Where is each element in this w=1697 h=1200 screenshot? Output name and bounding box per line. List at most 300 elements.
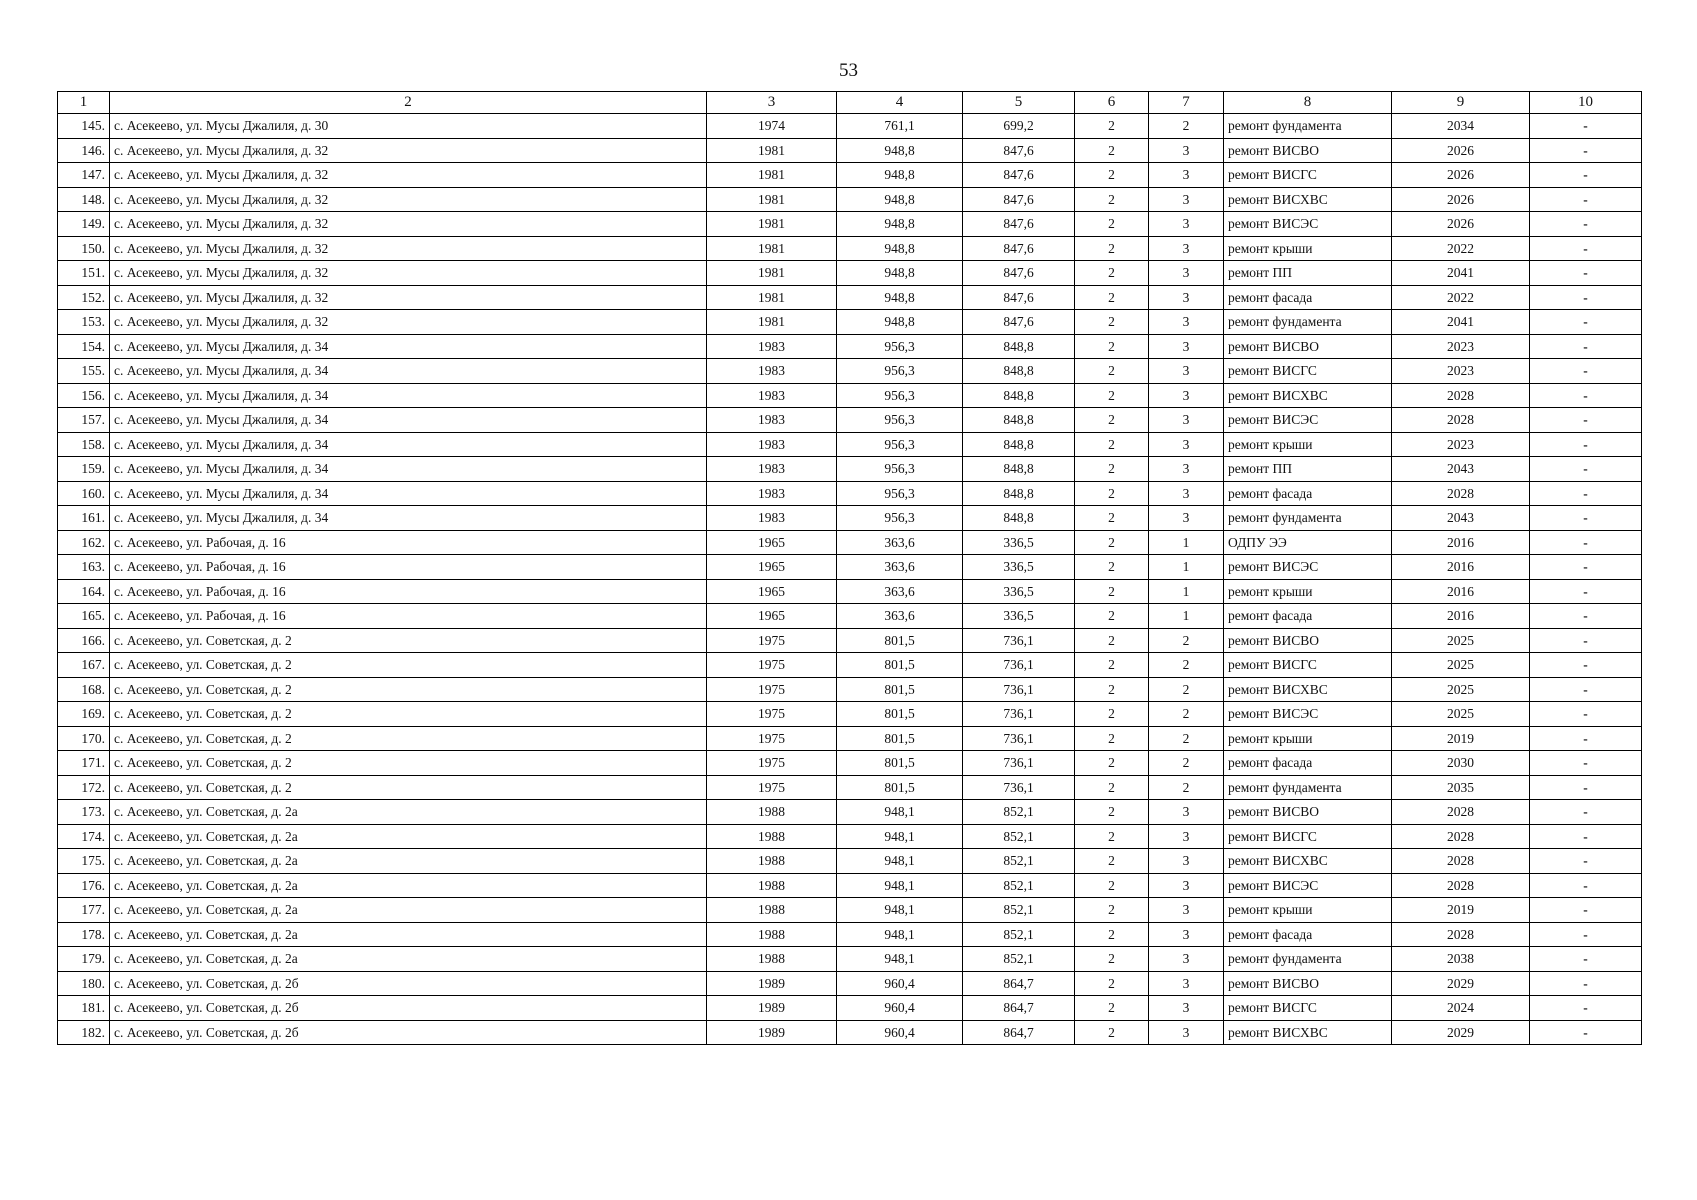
entrances-cell: 3 — [1149, 236, 1224, 261]
year-built-cell: 1975 — [707, 751, 837, 776]
row-number-cell: 153. — [58, 310, 110, 335]
work-type-cell: ремонт ВИСГС — [1224, 163, 1392, 188]
address-cell: с. Асекеево, ул. Советская, д. 2б — [110, 996, 707, 1021]
address-cell: с. Асекеево, ул. Мусы Джалиля, д. 32 — [110, 285, 707, 310]
floors-cell: 2 — [1075, 677, 1149, 702]
table-row — [58, 971, 1642, 996]
column-header: 5 — [963, 92, 1075, 114]
work-type-cell: ремонт ВИСВО — [1224, 628, 1392, 653]
work-type-cell: ремонт ВИСХВС — [1224, 1020, 1392, 1045]
floors-cell: 2 — [1075, 359, 1149, 384]
work-type-cell: ремонт ВИСЭС — [1224, 408, 1392, 433]
total-area-cell: 956,3 — [837, 383, 963, 408]
table-row — [58, 800, 1642, 825]
year-built-cell: 1981 — [707, 138, 837, 163]
year-built-cell: 1981 — [707, 236, 837, 261]
table-row — [58, 261, 1642, 286]
year-built-cell: 1989 — [707, 1020, 837, 1045]
note-cell: - — [1530, 1020, 1642, 1045]
living-area-cell: 847,6 — [963, 285, 1075, 310]
floors-cell: 2 — [1075, 310, 1149, 335]
planned-year-cell: 2035 — [1392, 775, 1530, 800]
row-number-cell: 165. — [58, 604, 110, 629]
table-row — [58, 751, 1642, 776]
year-built-cell: 1983 — [707, 432, 837, 457]
work-type-cell: ремонт фундамента — [1224, 506, 1392, 531]
work-type-cell: ремонт крыши — [1224, 579, 1392, 604]
year-built-cell: 1988 — [707, 947, 837, 972]
total-area-cell: 956,3 — [837, 359, 963, 384]
entrances-cell: 3 — [1149, 506, 1224, 531]
floors-cell: 2 — [1075, 285, 1149, 310]
column-header: 4 — [837, 92, 963, 114]
planned-year-cell: 2023 — [1392, 334, 1530, 359]
row-number-cell: 179. — [58, 947, 110, 972]
address-cell: с. Асекеево, ул. Советская, д. 2а — [110, 873, 707, 898]
total-area-cell: 363,6 — [837, 555, 963, 580]
planned-year-cell: 2026 — [1392, 138, 1530, 163]
work-type-cell: ремонт крыши — [1224, 236, 1392, 261]
address-cell: с. Асекеево, ул. Мусы Джалиля, д. 34 — [110, 481, 707, 506]
table-row — [58, 383, 1642, 408]
total-area-cell: 948,8 — [837, 310, 963, 335]
work-type-cell: ремонт ВИСЭС — [1224, 555, 1392, 580]
table-row — [58, 114, 1642, 139]
note-cell: - — [1530, 653, 1642, 678]
row-number-cell: 152. — [58, 285, 110, 310]
entrances-cell: 3 — [1149, 824, 1224, 849]
floors-cell: 2 — [1075, 702, 1149, 727]
living-area-cell: 847,6 — [963, 187, 1075, 212]
work-type-cell: ремонт фундамента — [1224, 114, 1392, 139]
entrances-cell: 3 — [1149, 138, 1224, 163]
planned-year-cell: 2024 — [1392, 996, 1530, 1021]
address-cell: с. Асекеево, ул. Советская, д. 2а — [110, 947, 707, 972]
total-area-cell: 956,3 — [837, 408, 963, 433]
row-number-cell: 155. — [58, 359, 110, 384]
address-cell: с. Асекеево, ул. Советская, д. 2 — [110, 726, 707, 751]
entrances-cell: 2 — [1149, 677, 1224, 702]
row-number-cell: 182. — [58, 1020, 110, 1045]
planned-year-cell: 2029 — [1392, 1020, 1530, 1045]
living-area-cell: 336,5 — [963, 579, 1075, 604]
note-cell: - — [1530, 310, 1642, 335]
address-cell: с. Асекеево, ул. Советская, д. 2а — [110, 824, 707, 849]
living-area-cell: 736,1 — [963, 702, 1075, 727]
total-area-cell: 948,1 — [837, 922, 963, 947]
floors-cell: 2 — [1075, 898, 1149, 923]
work-type-cell: ремонт крыши — [1224, 432, 1392, 457]
address-cell: с. Асекеево, ул. Советская, д. 2 — [110, 751, 707, 776]
page-number: 53 — [839, 60, 858, 81]
floors-cell: 2 — [1075, 555, 1149, 580]
note-cell: - — [1530, 138, 1642, 163]
row-number-cell: 173. — [58, 800, 110, 825]
living-area-cell: 336,5 — [963, 530, 1075, 555]
table-row — [58, 138, 1642, 163]
living-area-cell: 847,6 — [963, 163, 1075, 188]
living-area-cell: 847,6 — [963, 138, 1075, 163]
row-number-cell: 161. — [58, 506, 110, 531]
year-built-cell: 1981 — [707, 261, 837, 286]
entrances-cell: 3 — [1149, 800, 1224, 825]
table-row — [58, 898, 1642, 923]
entrances-cell: 3 — [1149, 898, 1224, 923]
work-type-cell: ремонт фундамента — [1224, 947, 1392, 972]
table-row — [58, 922, 1642, 947]
living-area-cell: 847,6 — [963, 236, 1075, 261]
address-cell: с. Асекеево, ул. Мусы Джалиля, д. 32 — [110, 212, 707, 237]
table-row — [58, 457, 1642, 482]
planned-year-cell: 2025 — [1392, 653, 1530, 678]
note-cell: - — [1530, 506, 1642, 531]
planned-year-cell: 2026 — [1392, 163, 1530, 188]
address-cell: с. Асекеево, ул. Советская, д. 2б — [110, 971, 707, 996]
address-cell: с. Асекеево, ул. Мусы Джалиля, д. 32 — [110, 187, 707, 212]
note-cell: - — [1530, 628, 1642, 653]
address-cell: с. Асекеево, ул. Мусы Джалиля, д. 32 — [110, 261, 707, 286]
planned-year-cell: 2028 — [1392, 849, 1530, 874]
total-area-cell: 801,5 — [837, 677, 963, 702]
total-area-cell: 948,1 — [837, 800, 963, 825]
total-area-cell: 801,5 — [837, 726, 963, 751]
entrances-cell: 3 — [1149, 261, 1224, 286]
year-built-cell: 1975 — [707, 628, 837, 653]
address-cell: с. Асекеево, ул. Советская, д. 2а — [110, 800, 707, 825]
total-area-cell: 948,8 — [837, 236, 963, 261]
entrances-cell: 3 — [1149, 383, 1224, 408]
year-built-cell: 1975 — [707, 702, 837, 727]
table-row — [58, 408, 1642, 433]
total-area-cell: 948,1 — [837, 898, 963, 923]
row-number-cell: 181. — [58, 996, 110, 1021]
floors-cell: 2 — [1075, 971, 1149, 996]
address-cell: с. Асекеево, ул. Советская, д. 2а — [110, 898, 707, 923]
table-row — [58, 310, 1642, 335]
row-number-cell: 170. — [58, 726, 110, 751]
year-built-cell: 1983 — [707, 506, 837, 531]
note-cell: - — [1530, 922, 1642, 947]
year-built-cell: 1988 — [707, 922, 837, 947]
planned-year-cell: 2034 — [1392, 114, 1530, 139]
work-type-cell: ремонт фасада — [1224, 922, 1392, 947]
floors-cell: 2 — [1075, 506, 1149, 531]
address-cell: с. Асекеево, ул. Мусы Джалиля, д. 34 — [110, 506, 707, 531]
address-cell: с. Асекеево, ул. Мусы Джалиля, д. 34 — [110, 383, 707, 408]
entrances-cell: 3 — [1149, 996, 1224, 1021]
work-type-cell: ремонт ПП — [1224, 261, 1392, 286]
planned-year-cell: 2038 — [1392, 947, 1530, 972]
address-cell: с. Асекеево, ул. Мусы Джалиля, д. 32 — [110, 236, 707, 261]
planned-year-cell: 2028 — [1392, 383, 1530, 408]
row-number-cell: 164. — [58, 579, 110, 604]
year-built-cell: 1988 — [707, 849, 837, 874]
table-row — [58, 236, 1642, 261]
entrances-cell: 3 — [1149, 947, 1224, 972]
row-number-cell: 149. — [58, 212, 110, 237]
planned-year-cell: 2019 — [1392, 898, 1530, 923]
year-built-cell: 1988 — [707, 824, 837, 849]
note-cell: - — [1530, 775, 1642, 800]
year-built-cell: 1983 — [707, 408, 837, 433]
address-cell: с. Асекеево, ул. Рабочая, д. 16 — [110, 579, 707, 604]
planned-year-cell: 2016 — [1392, 530, 1530, 555]
note-cell: - — [1530, 726, 1642, 751]
note-cell: - — [1530, 751, 1642, 776]
note-cell: - — [1530, 849, 1642, 874]
planned-year-cell: 2028 — [1392, 922, 1530, 947]
table-row — [58, 947, 1642, 972]
year-built-cell: 1988 — [707, 873, 837, 898]
planned-year-cell: 2041 — [1392, 261, 1530, 286]
note-cell: - — [1530, 359, 1642, 384]
year-built-cell: 1975 — [707, 653, 837, 678]
address-cell: с. Асекеево, ул. Советская, д. 2 — [110, 628, 707, 653]
planned-year-cell: 2016 — [1392, 604, 1530, 629]
note-cell: - — [1530, 383, 1642, 408]
address-cell: с. Асекеево, ул. Рабочая, д. 16 — [110, 604, 707, 629]
address-cell: с. Асекеево, ул. Советская, д. 2а — [110, 849, 707, 874]
note-cell: - — [1530, 212, 1642, 237]
living-area-cell: 736,1 — [963, 751, 1075, 776]
address-cell: с. Асекеево, ул. Советская, д. 2 — [110, 702, 707, 727]
note-cell: - — [1530, 187, 1642, 212]
entrances-cell: 2 — [1149, 702, 1224, 727]
address-cell: с. Асекеево, ул. Мусы Джалиля, д. 30 — [110, 114, 707, 139]
planned-year-cell: 2026 — [1392, 187, 1530, 212]
living-area-cell: 848,8 — [963, 359, 1075, 384]
living-area-cell: 736,1 — [963, 628, 1075, 653]
address-cell: с. Асекеево, ул. Мусы Джалиля, д. 34 — [110, 457, 707, 482]
work-type-cell: ремонт ВИСВО — [1224, 138, 1392, 163]
work-type-cell: ремонт ВИСВО — [1224, 971, 1392, 996]
row-number-cell: 166. — [58, 628, 110, 653]
note-cell: - — [1530, 261, 1642, 286]
total-area-cell: 801,5 — [837, 628, 963, 653]
table-row — [58, 849, 1642, 874]
work-type-cell: ремонт фундамента — [1224, 775, 1392, 800]
entrances-cell: 3 — [1149, 1020, 1224, 1045]
total-area-cell: 363,6 — [837, 530, 963, 555]
total-area-cell: 948,8 — [837, 187, 963, 212]
year-built-cell: 1981 — [707, 310, 837, 335]
work-type-cell: ремонт ВИСХВС — [1224, 383, 1392, 408]
note-cell: - — [1530, 604, 1642, 629]
floors-cell: 2 — [1075, 236, 1149, 261]
living-area-cell: 736,1 — [963, 653, 1075, 678]
floors-cell: 2 — [1075, 824, 1149, 849]
column-header: 8 — [1224, 92, 1392, 114]
year-built-cell: 1981 — [707, 212, 837, 237]
work-type-cell: ремонт ПП — [1224, 457, 1392, 482]
work-type-cell: ремонт фасада — [1224, 604, 1392, 629]
address-cell: с. Асекеево, ул. Мусы Джалиля, д. 34 — [110, 408, 707, 433]
living-area-cell: 336,5 — [963, 604, 1075, 629]
entrances-cell: 2 — [1149, 726, 1224, 751]
entrances-cell: 3 — [1149, 285, 1224, 310]
year-built-cell: 1988 — [707, 800, 837, 825]
row-number-cell: 146. — [58, 138, 110, 163]
note-cell: - — [1530, 285, 1642, 310]
floors-cell: 2 — [1075, 408, 1149, 433]
row-number-cell: 158. — [58, 432, 110, 457]
table-row — [58, 334, 1642, 359]
table-row — [58, 775, 1642, 800]
address-cell: с. Асекеево, ул. Мусы Джалиля, д. 32 — [110, 138, 707, 163]
work-type-cell: ремонт крыши — [1224, 898, 1392, 923]
note-cell: - — [1530, 824, 1642, 849]
address-cell: с. Асекеево, ул. Советская, д. 2б — [110, 1020, 707, 1045]
floors-cell: 2 — [1075, 922, 1149, 947]
floors-cell: 2 — [1075, 726, 1149, 751]
floors-cell: 2 — [1075, 947, 1149, 972]
planned-year-cell: 2029 — [1392, 971, 1530, 996]
total-area-cell: 801,5 — [837, 751, 963, 776]
row-number-cell: 156. — [58, 383, 110, 408]
year-built-cell: 1975 — [707, 775, 837, 800]
table-row — [58, 212, 1642, 237]
living-area-cell: 864,7 — [963, 1020, 1075, 1045]
entrances-cell: 3 — [1149, 334, 1224, 359]
year-built-cell: 1965 — [707, 530, 837, 555]
work-type-cell: ремонт ВИСГС — [1224, 824, 1392, 849]
planned-year-cell: 2023 — [1392, 359, 1530, 384]
table-row — [58, 873, 1642, 898]
row-number-cell: 154. — [58, 334, 110, 359]
planned-year-cell: 2016 — [1392, 555, 1530, 580]
work-type-cell: ОДПУ ЭЭ — [1224, 530, 1392, 555]
note-cell: - — [1530, 702, 1642, 727]
planned-year-cell: 2025 — [1392, 677, 1530, 702]
row-number-cell: 162. — [58, 530, 110, 555]
note-cell: - — [1530, 236, 1642, 261]
living-area-cell: 848,8 — [963, 432, 1075, 457]
floors-cell: 2 — [1075, 481, 1149, 506]
floors-cell: 2 — [1075, 873, 1149, 898]
floors-cell: 2 — [1075, 996, 1149, 1021]
total-area-cell: 948,1 — [837, 849, 963, 874]
total-area-cell: 801,5 — [837, 775, 963, 800]
entrances-cell: 3 — [1149, 873, 1224, 898]
planned-year-cell: 2023 — [1392, 432, 1530, 457]
planned-year-cell: 2028 — [1392, 824, 1530, 849]
planned-year-cell: 2022 — [1392, 236, 1530, 261]
address-cell: с. Асекеево, ул. Советская, д. 2 — [110, 775, 707, 800]
address-cell: с. Асекеево, ул. Советская, д. 2а — [110, 922, 707, 947]
floors-cell: 2 — [1075, 604, 1149, 629]
column-header: 9 — [1392, 92, 1530, 114]
planned-year-cell: 2022 — [1392, 285, 1530, 310]
total-area-cell: 948,1 — [837, 947, 963, 972]
row-number-cell: 178. — [58, 922, 110, 947]
row-number-cell: 145. — [58, 114, 110, 139]
floors-cell: 2 — [1075, 849, 1149, 874]
column-header: 10 — [1530, 92, 1642, 114]
year-built-cell: 1965 — [707, 579, 837, 604]
floors-cell: 2 — [1075, 432, 1149, 457]
living-area-cell: 848,8 — [963, 383, 1075, 408]
total-area-cell: 948,1 — [837, 824, 963, 849]
total-area-cell: 948,1 — [837, 873, 963, 898]
planned-year-cell: 2028 — [1392, 481, 1530, 506]
row-number-cell: 169. — [58, 702, 110, 727]
note-cell: - — [1530, 555, 1642, 580]
table-row — [58, 604, 1642, 629]
floors-cell: 2 — [1075, 212, 1149, 237]
table-row — [58, 996, 1642, 1021]
total-area-cell: 948,8 — [837, 163, 963, 188]
entrances-cell: 3 — [1149, 212, 1224, 237]
floors-cell: 2 — [1075, 383, 1149, 408]
row-number-cell: 160. — [58, 481, 110, 506]
living-area-cell: 852,1 — [963, 849, 1075, 874]
living-area-cell: 848,8 — [963, 334, 1075, 359]
table-row — [58, 163, 1642, 188]
note-cell: - — [1530, 971, 1642, 996]
planned-year-cell: 2026 — [1392, 212, 1530, 237]
year-built-cell: 1981 — [707, 187, 837, 212]
year-built-cell: 1981 — [707, 163, 837, 188]
living-area-cell: 736,1 — [963, 775, 1075, 800]
table-row — [58, 481, 1642, 506]
living-area-cell: 847,6 — [963, 261, 1075, 286]
floors-cell: 2 — [1075, 530, 1149, 555]
column-header: 7 — [1149, 92, 1224, 114]
row-number-cell: 159. — [58, 457, 110, 482]
row-number-cell: 163. — [58, 555, 110, 580]
entrances-cell: 2 — [1149, 628, 1224, 653]
floors-cell: 2 — [1075, 800, 1149, 825]
table-row — [58, 506, 1642, 531]
note-cell: - — [1530, 898, 1642, 923]
year-built-cell: 1989 — [707, 996, 837, 1021]
address-cell: с. Асекеево, ул. Мусы Джалиля, д. 32 — [110, 310, 707, 335]
living-area-cell: 852,1 — [963, 922, 1075, 947]
floors-cell: 2 — [1075, 628, 1149, 653]
entrances-cell: 3 — [1149, 163, 1224, 188]
note-cell: - — [1530, 432, 1642, 457]
total-area-cell: 960,4 — [837, 996, 963, 1021]
year-built-cell: 1975 — [707, 726, 837, 751]
work-type-cell: ремонт ВИСГС — [1224, 653, 1392, 678]
entrances-cell: 2 — [1149, 775, 1224, 800]
year-built-cell: 1983 — [707, 481, 837, 506]
work-type-cell: ремонт фасада — [1224, 481, 1392, 506]
living-area-cell: 848,8 — [963, 506, 1075, 531]
note-cell: - — [1530, 408, 1642, 433]
planned-year-cell: 2028 — [1392, 873, 1530, 898]
entrances-cell: 2 — [1149, 751, 1224, 776]
table-row — [58, 432, 1642, 457]
living-area-cell: 852,1 — [963, 873, 1075, 898]
column-header: 1 — [58, 92, 110, 114]
table-row — [58, 824, 1642, 849]
entrances-cell: 3 — [1149, 481, 1224, 506]
year-built-cell: 1983 — [707, 359, 837, 384]
floors-cell: 2 — [1075, 138, 1149, 163]
note-cell: - — [1530, 114, 1642, 139]
entrances-cell: 1 — [1149, 579, 1224, 604]
row-number-cell: 151. — [58, 261, 110, 286]
planned-year-cell: 2016 — [1392, 579, 1530, 604]
table-row — [58, 187, 1642, 212]
address-cell: с. Асекеево, ул. Мусы Джалиля, д. 34 — [110, 359, 707, 384]
total-area-cell: 948,8 — [837, 138, 963, 163]
floors-cell: 2 — [1075, 261, 1149, 286]
address-cell: с. Асекеево, ул. Мусы Джалиля, д. 34 — [110, 432, 707, 457]
row-number-cell: 157. — [58, 408, 110, 433]
row-number-cell: 180. — [58, 971, 110, 996]
